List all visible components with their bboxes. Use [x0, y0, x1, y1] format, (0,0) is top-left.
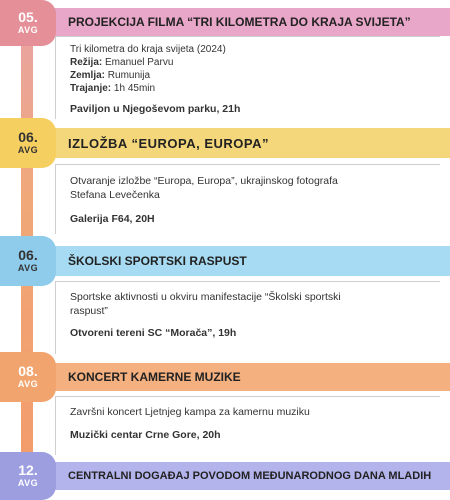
- event-1-location: Paviljon u Njegoševom parku, 21h: [70, 103, 241, 115]
- event-4-date-badge: [0, 352, 56, 402]
- event-2-date-badge: [0, 118, 56, 168]
- event-2-month: AVG: [17, 145, 39, 155]
- event-5-title: CENTRALNI DOGAĐAJ POVODOM MEĐUNARODNOG DANA MLADIH: [68, 470, 432, 482]
- event-5-date-badge: [0, 452, 56, 500]
- event-5-month: AVG: [17, 478, 39, 488]
- event-2-title-band: [44, 128, 450, 158]
- event-5-day: 12.: [18, 462, 38, 478]
- event-4-location: Muzički centar Crne Gore, 20h: [70, 429, 221, 441]
- event-3-date-badge: [0, 236, 56, 286]
- event-2-card: [55, 164, 440, 234]
- event-4-month: AVG: [17, 379, 39, 389]
- event-4-day: 08.: [18, 363, 38, 379]
- event-1-director: Režija: Emanuel Parvu: [70, 57, 174, 68]
- event-3-title-band: [44, 246, 450, 276]
- event-3-location: Otvoreni tereni SC “Morača”, 19h: [70, 327, 237, 339]
- event-3-card: [55, 281, 440, 354]
- event-4-title-band: [44, 363, 450, 391]
- event-3-title: ŠKOLSKI SPORTSKI RASPUST: [68, 254, 247, 268]
- event-4-description: Završni koncert Ljetnjeg kampa za kamernu muziku: [70, 406, 310, 418]
- event-1-title: PROJEKCIJA FILMA “TRI KILOMETRA DO KRAJA SVIJETA”: [68, 15, 411, 29]
- event-3-description: Sportske aktivnosti u okviru manifestacije “Školski sportski raspust”: [70, 291, 341, 317]
- event-1-date-badge: [0, 0, 56, 46]
- event-3-day: 06.: [18, 247, 38, 263]
- event-1-country: Zemlja: Rumunija: [70, 70, 151, 81]
- event-1-title-band: [44, 8, 450, 36]
- event-4-title: KONCERT KAMERNE MUZIKE: [68, 370, 241, 384]
- event-1-month: AVG: [17, 25, 39, 35]
- event-1-film-title: Tri kilometra do kraja svijeta (2024): [70, 44, 226, 55]
- event-4-card: [55, 396, 440, 455]
- event-1-day: 05.: [18, 9, 38, 25]
- event-5-title-band: [44, 462, 450, 490]
- event-1-duration: Trajanje: 1h 45min: [70, 83, 156, 94]
- event-3-month: AVG: [17, 263, 39, 273]
- event-1-card: [55, 36, 440, 119]
- event-2-title: IZLOŽBA “EUROPA, EUROPA”: [68, 135, 269, 151]
- event-2-location: Galerija F64, 20H: [70, 213, 155, 225]
- event-2-day: 06.: [18, 129, 38, 145]
- event-2-description: Otvaranje izložbe “Europa, Europa”, ukrajinskog fotografa Stefana Levečenka: [70, 175, 338, 201]
